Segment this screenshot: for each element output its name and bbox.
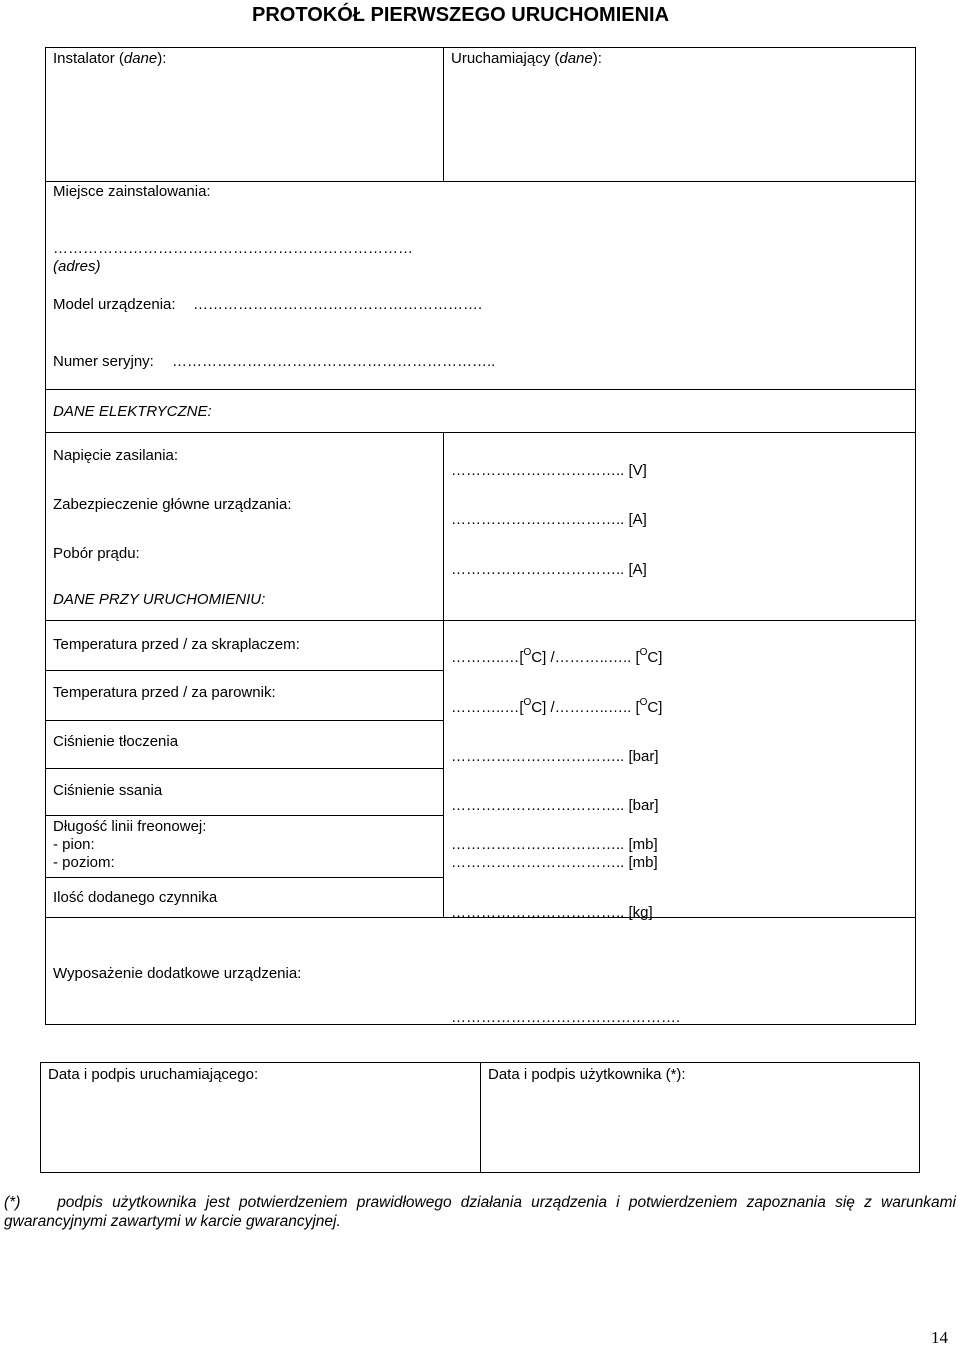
equipment-field[interactable]: ………………………………………. xyxy=(451,1009,681,1026)
electrical-header: DANE ELEKTRYCZNE: xyxy=(53,403,212,420)
user-signature-label: Data i podpis użytkownika (*): xyxy=(488,1066,686,1083)
voltage-field[interactable]: …………………………….. [V] xyxy=(451,462,647,479)
voltage-label: Napięcie zasilania: xyxy=(53,447,179,464)
location-label: Miejsce zainstalowania: xyxy=(53,183,211,200)
horizontal-field[interactable]: …………………………….. [mb] xyxy=(451,854,658,871)
vertical-field[interactable]: …………………………….. [mb] xyxy=(451,836,658,853)
line-length-label: Długość linii freonowej: xyxy=(53,818,207,835)
current-draw-field[interactable]: …………………………….. [A] xyxy=(451,561,647,578)
horizontal-label: - poziom: xyxy=(53,854,115,871)
equipment-label: Wyposażenie dodatkowe urządzenia: xyxy=(53,965,302,982)
installer-label: Instalator (dane): xyxy=(53,50,167,67)
suction-pressure-field[interactable]: …………………………….. [bar] xyxy=(451,797,659,814)
main-protection-label: Zabezpieczenie główne urządzania: xyxy=(53,496,292,513)
condenser-temp-field[interactable]: ………..…[$^O$C] /………..….. [$^O$C] xyxy=(451,647,663,666)
model-field[interactable]: …………………………………………………. xyxy=(193,296,483,313)
vertical-label: - pion: xyxy=(53,836,95,853)
serial-field[interactable]: ……………………………………………………….. xyxy=(172,353,496,370)
footnote-marker: (*) xyxy=(4,1194,21,1211)
serial-label: Numer seryjny: xyxy=(53,353,154,370)
page-number: 14 xyxy=(931,1328,948,1347)
page-title: PROTOKÓŁ PIERWSZEGO URUCHOMIENIA xyxy=(252,4,670,26)
location-field[interactable]: ……………………………………………………………… xyxy=(53,240,413,257)
model-label: Model urządzenia: xyxy=(53,296,176,313)
refrigerant-field[interactable]: …………………………….. [kg] xyxy=(451,904,653,921)
commissioner-label: Uruchamiający (dane): xyxy=(451,50,602,67)
refrigerant-label: Ilość dodanego czynnika xyxy=(53,889,218,906)
discharge-pressure-field[interactable]: …………………………….. [bar] xyxy=(451,748,659,765)
suction-pressure-label: Ciśnienie ssania xyxy=(53,782,163,799)
evaporator-temp-field[interactable]: ………..…[$^O$C] /………..….. [$^O$C] xyxy=(451,697,663,716)
condenser-temp-label: Temperatura przed / za skraplaczem: xyxy=(53,636,300,653)
footnote-text: podpis użytkownika jest potwierdzeniem prawidłowego działania urządzenia i potwierdzeniem zapoznania się z warunkami gwarancyjnymi zawartymi w karcie gwarancyjnej. xyxy=(4,1194,956,1230)
evaporator-temp-label: Temperatura przed / za parownik: xyxy=(53,684,276,701)
footnote xyxy=(4,1193,956,1231)
address-label: (adres) xyxy=(53,258,101,275)
main-protection-field[interactable]: …………………………….. [A] xyxy=(451,511,647,528)
current-draw-label: Pobór prądu: xyxy=(53,545,140,562)
discharge-pressure-label: Ciśnienie tłoczenia xyxy=(53,733,179,750)
startup-header: DANE PRZY URUCHOMIENIU: xyxy=(53,591,266,608)
commissioner-signature-label: Data i podpis uruchamiającego: xyxy=(48,1066,259,1083)
